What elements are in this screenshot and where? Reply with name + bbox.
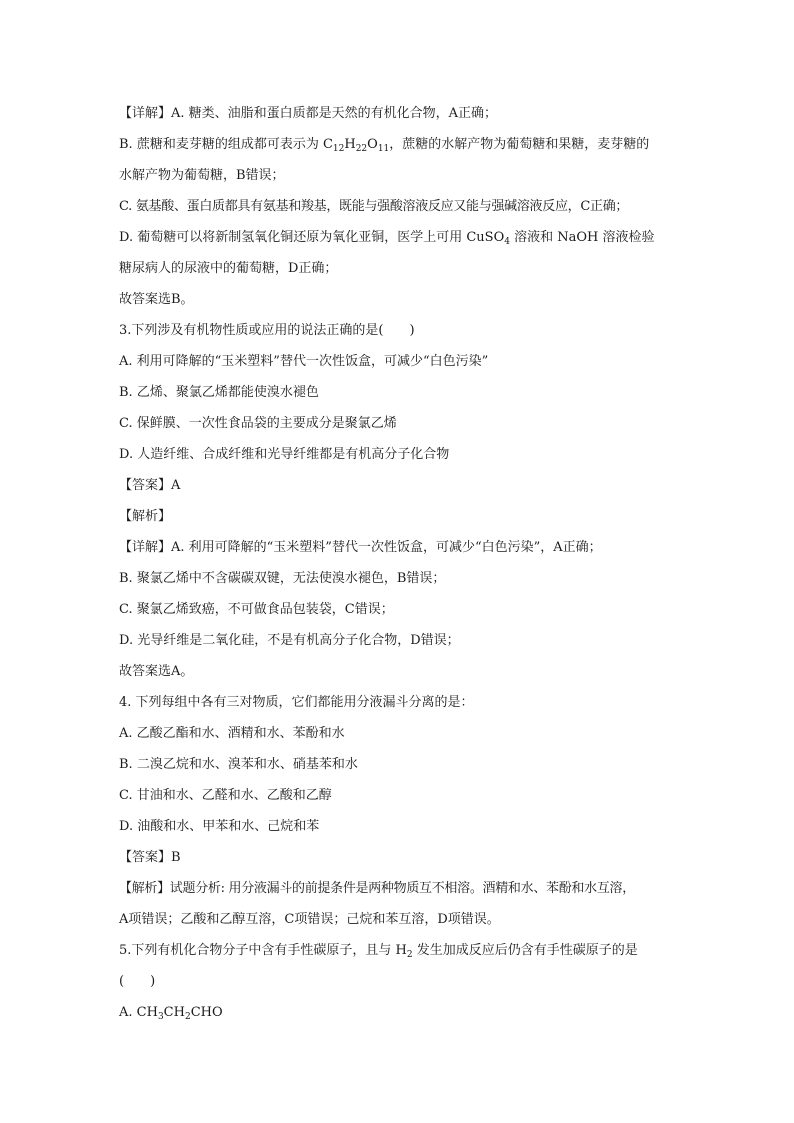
q2-conclusion: 故答案选B。 [119,292,194,307]
q2-explain-c: C. 氨基酸、蛋白质都具有氨基和羧基，既能与强酸溶液反应又能与强碱溶液反应，C正确； [119,199,629,214]
q4-option-a: A. 乙酸乙酯和水、酒精和水、苯酚和水 [119,726,345,741]
q4-option-b: B. 二溴乙烷和水、溴苯和水、硝基苯和水 [119,757,358,772]
q3-explain-a: 【详解】A. 利用可降解的“玉米塑料”替代一次性饭盒，可减少“白色污染”，A正确； [119,540,602,555]
q3-analysis-label: 【解析】 [119,509,172,524]
q2-explain-a: 【详解】A. 糖类、油脂和蛋白质都是天然的有机化合物，A正确； [119,106,498,121]
q5-option-a: A. $CH_3CH_2CHO$ [119,1005,223,1022]
q2-explain-b-cont: 水解产物为葡萄糖，B错误； [119,168,285,183]
q3-stem: 3.下列涉及有机物性质或应用的说法正确的是( ) [119,323,415,338]
q3-answer: 【答案】A [119,478,181,493]
q5-stem-cont: ( ) [119,974,156,989]
q5-stem: 5.下列有机化合物分子中含有手性碳原子，且与 $H_2$ 发生加成反应后仍含有手性碳原子的是 [119,943,638,960]
q3-option-d: D. 人造纤维、合成纤维和光导纤维都是有机高分子化合物 [119,447,450,462]
q3-option-a: A. 利用可降解的“玉米塑料”替代一次性饭盒，可减少“白色污染” [119,354,489,369]
q4-analysis-1: 【解析】试题分析: 用分液漏斗的前提条件是两种物质互不相溶。酒精和水、苯酚和水互溶， [119,881,635,896]
q3-explain-c: C. 聚氯乙烯致癌，不可做食品包装袋，C错误； [119,602,394,617]
document-content [119,98,684,1028]
q3-conclusion: 故答案选A。 [119,664,194,679]
q3-option-b: B. 乙烯、聚氯乙烯都能使溴水褪色 [119,385,319,400]
q4-answer: 【答案】B [119,850,181,865]
q4-option-d: D. 油酸和水、甲苯和水、己烷和苯 [119,819,320,834]
q2-explain-d: D. 葡萄糖可以将新制氢氧化铜还原为氧化亚铜，医学上可用 CuSO$_4$ 溶液和 NaOH 溶液检验 [119,230,655,247]
q2-explain-d-cont: 糖尿病人的尿液中的葡萄糖，D正确； [119,261,338,276]
q3-explain-d: D. 光导纤维是二氧化硅，不是有机高分子化合物，D错误； [119,633,460,648]
q2-explain-b: B. 蔗糖和麦芽糖的组成都可表示为 $C_{12}H_{22}O_{11}$，蔗糖的水解产物为葡萄糖和果糖，麦芽糖的 [119,137,650,154]
q3-option-c: C. 保鲜膜、一次性食品袋的主要成分是聚氯乙烯 [119,416,397,431]
q3-explain-b: B. 聚氯乙烯中不含碳碳双键，无法使溴水褪色，B错误； [119,571,446,586]
q4-option-c: C. 甘油和水、乙醛和水、乙酸和乙醇 [119,788,332,803]
q4-analysis-2: A项错误；乙酸和乙醇互溶，C项错误；己烷和苯互溶，D项错误。 [119,912,500,927]
q4-stem: 4. 下列每组中各有三对物质，它们都能用分液漏斗分离的是： [119,695,474,710]
